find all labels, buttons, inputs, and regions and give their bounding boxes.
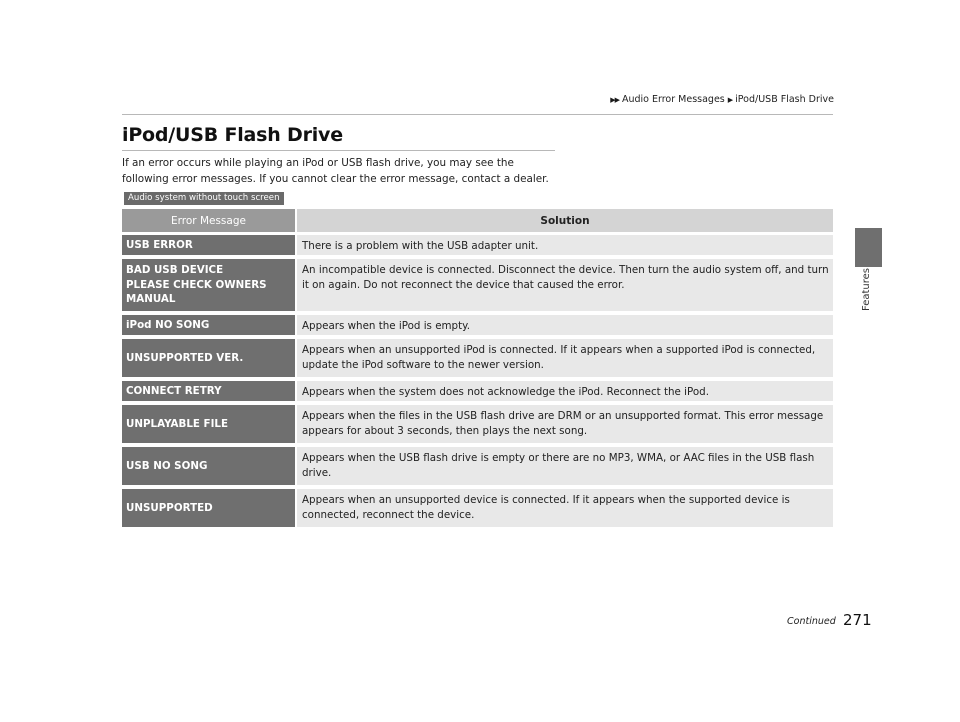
section-tab [855,228,882,267]
solution-cell: Appears when the iPod is empty. [297,315,833,335]
header-divider [122,114,833,115]
error-message-cell: CONNECT RETRY [122,381,295,401]
error-message-cell: UNSUPPORTED VER. [122,339,295,377]
header-solution: Solution [297,209,833,232]
solution-cell: Appears when an unsupported device is connected. If it appears when the supported device is connected, reconnect the device. [297,489,833,527]
breadcrumb-section[interactable]: Audio Error Messages [621,94,725,105]
page-number: 271 [843,611,872,629]
error-message-cell: iPod NO SONG [122,315,295,335]
error-message-cell: USB NO SONG [122,447,295,485]
error-message-cell: UNSUPPORTED [122,489,295,527]
solution-cell: There is a problem with the USB adapter unit. [297,235,833,255]
solution-cell: Appears when the USB flash drive is empty or there are no MP3, WMA, or AAC files in the USB flash drive. [297,447,833,485]
solution-cell: Appears when the system does not acknowledge the iPod. Reconnect the iPod. [297,381,833,401]
solution-cell: Appears when the files in the USB flash drive are DRM or an unsupported format. This error message appears for about 3 seconds, then plays the next song. [297,405,833,443]
breadcrumb [610,94,834,105]
table-row [122,339,833,377]
arrow-separator-icon: ▶ [727,95,734,104]
audio-system-badge: Audio system without touch screen [124,192,284,205]
solution-cell: An incompatible device is connected. Disconnect the device. Then turn the audio system off, and turn it on again. Do not reconnect the device that caused the error. [297,259,833,311]
table-row [122,259,833,311]
section-tab-text: Features [861,268,872,311]
table-row [122,315,833,335]
intro-text: If an error occurs while playing an iPod or USB flash drive, you may see the following error messages. If you cannot clear the error message, contact a dealer. [122,157,549,185]
error-message-cell: UNPLAYABLE FILE [122,405,295,443]
table-row [122,447,833,485]
table-row [122,489,833,527]
table-header [122,209,833,232]
table-row [122,405,833,443]
continued-label: Continued [787,616,836,627]
section-tab-label [853,268,883,388]
page-title: iPod/USB Flash Drive [122,124,343,146]
table-row [122,235,833,255]
title-underline [122,150,555,151]
error-message-cell: USB ERROR [122,235,295,255]
table-row [122,381,833,401]
error-message-table [122,209,833,531]
breadcrumb-page: iPod/USB Flash Drive [735,94,834,105]
error-message-cell: BAD USB DEVICE PLEASE CHECK OWNERS MANUAL [122,259,295,311]
double-arrow-icon: ▶▶ [610,95,619,104]
solution-cell: Appears when an unsupported iPod is connected. If it appears when a supported iPod is connected, update the iPod software to the newer version. [297,339,833,377]
header-error-message: Error Message [122,209,295,232]
